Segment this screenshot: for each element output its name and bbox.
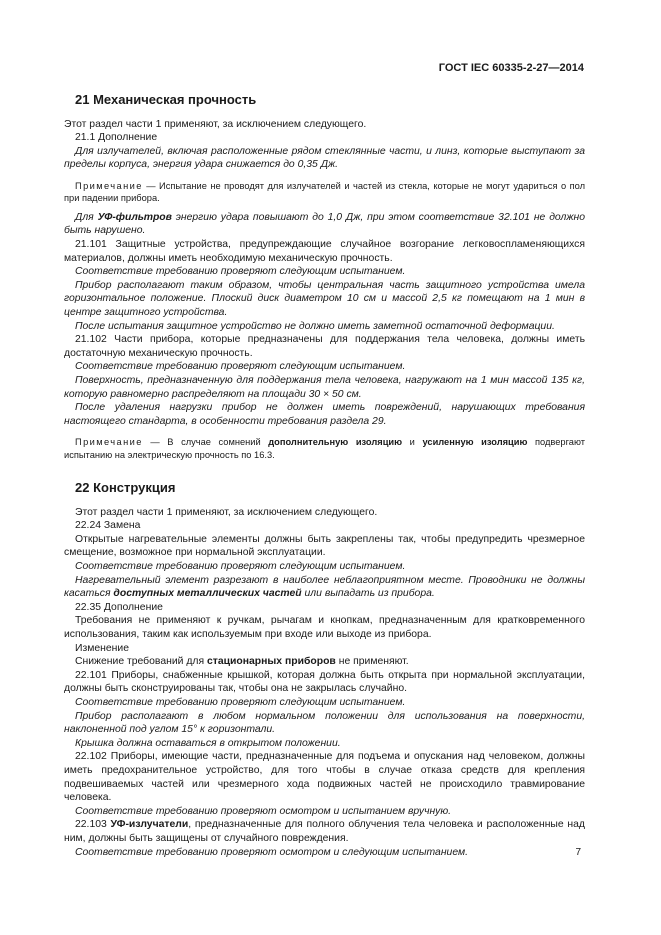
s22-p13: Соответствие требованию проверяют осмотром и следующим испытанием. bbox=[75, 846, 468, 858]
s22-p5: Снижение требований для стационарных приборов не применяют. bbox=[75, 656, 409, 668]
s22-p6: 22.101 Приборы, снабженные крышкой, которая должна быть открыта при нормальной эксплуатации, должны быть сконструированы так, чтобы она не закрылась случайно. bbox=[64, 669, 585, 695]
s21-intro: Этот раздел части 1 применяют, за исключением следующего. bbox=[64, 118, 367, 130]
s22-sub35: 22.35 Дополнение bbox=[75, 601, 163, 613]
s21-p6: После испытания защитное устройство не должно иметь заметной остаточной деформации. bbox=[75, 320, 555, 332]
s22-p12: 22.103 УФ-излучатели, предназначенные для полного облучения тела человека и расположенные над ним, должны быть защищены от случайного повреждения. bbox=[64, 819, 585, 844]
s22-p3: Нагревательный элемент разрезают в наиболее неблагоприятном месте. Проводники не должны касаться доступных металлических частей или выпадать из прибора. bbox=[64, 574, 585, 600]
s22-p9: Крышка должна оставаться в открытом положении. bbox=[75, 737, 341, 749]
s22-p10: 22.102 Приборы, имеющие части, предназначенные для подъема и опускания над человеком, должны иметь предохранительное устройство, для того чтобы в случае отказа средств для крепления подвешиваемых частей или чрезмерного хода подвижных частей не происходило травмирование человека. bbox=[64, 751, 585, 804]
s21-p3: 21.101 Защитные устройства, предупреждающие случайное возгорание легковоспламеняющихся материалов, должны иметь необходимую механическую прочность. bbox=[64, 238, 585, 264]
s21-p10: После удаления нагрузки прибор не должен иметь повреждений, нарушающих требования настоящего стандарта, в особенности требования раздела 29. bbox=[64, 402, 585, 427]
s21-p1: Для излучателей, включая расположенные рядом стеклянные части, и линз, которые выступают за пределы корпуса, энергия удара снижается до 0,35 Дж. bbox=[64, 145, 585, 171]
s21-sub1: 21.1 Дополнение bbox=[75, 132, 158, 144]
s21-p7: 21.102 Части прибора, которые предназначены для поддержания тела человека, должны иметь достаточную механическую прочность. bbox=[64, 334, 585, 359]
s21-p5: Прибор располагают таким образом, чтобы центральная часть защитного устройства имела горизонтальное положение. Плоский диск диаметром 10 см и массой 2,5 кг помещают на 1 мин в центре защитного устройства. bbox=[64, 279, 585, 318]
note-label: Примечание bbox=[75, 180, 143, 191]
s21-p8: Соответствие требованию проверяют следующим испытанием. bbox=[75, 361, 406, 373]
document-header: ГОСТ IEC 60335-2-27—2014 bbox=[438, 62, 584, 74]
s21-note1: Примечание — Испытание не проводят для излучателей и частей из стекла, которые не могут удариться о пол при падении прибора. bbox=[64, 180, 585, 204]
s22-intro: Этот раздел части 1 применяют, за исключением следующего. bbox=[75, 506, 378, 518]
s22-p11: Соответствие требованию проверяют осмотром и испытанием вручную. bbox=[75, 805, 452, 817]
s21-p9: Поверхность, предназначенную для поддержания тела человека, нагружают на 1 мин массой 135 кг, которую равномерно распределяют на площади 30 × 50 см. bbox=[64, 374, 585, 400]
s21-p2: Для УФ-фильтров энергию удара повышают до 1,0 Дж, при этом соответствие 32.101 не должно быть нарушено. bbox=[64, 211, 585, 237]
page-content bbox=[64, 90, 585, 859]
s21-note2: Примечание — В случае сомнений дополнительную изоляцию и усиленную изоляцию подвергают испытанию на электрическую прочность по 16.3. bbox=[64, 437, 585, 460]
s22-p7: Соответствие требованию проверяют следующим испытанием. bbox=[75, 697, 406, 708]
section-22-title: 22 Конструкция bbox=[75, 480, 176, 496]
s22-p8: Прибор располагают в любом нормальном положении для использования на поверхности, наклоненной под углом 15° к горизонтали. bbox=[64, 710, 585, 736]
s22-p2: Соответствие требованию проверяют следующим испытанием. bbox=[75, 561, 406, 573]
s22-p4: Требования не применяют к ручкам, рычагам и кнопкам, предназначенным для кратковременного использования, таким как используемым при входе или выходе из прибора. bbox=[64, 615, 585, 641]
s21-p4: Соответствие требованию проверяют следующим испытанием. bbox=[75, 266, 406, 278]
s22-sub24: 22.24 Замена bbox=[75, 520, 141, 532]
section-21-title: 21 Механическая прочность bbox=[75, 92, 257, 107]
s22-change: Изменение bbox=[75, 642, 129, 654]
s22-p1: Открытые нагревательные элементы должны быть закреплены так, чтобы предупредить чрезмерное смещение, возможное при нормальной эксплуатации. bbox=[64, 533, 585, 559]
page-number: 7 bbox=[575, 847, 581, 858]
